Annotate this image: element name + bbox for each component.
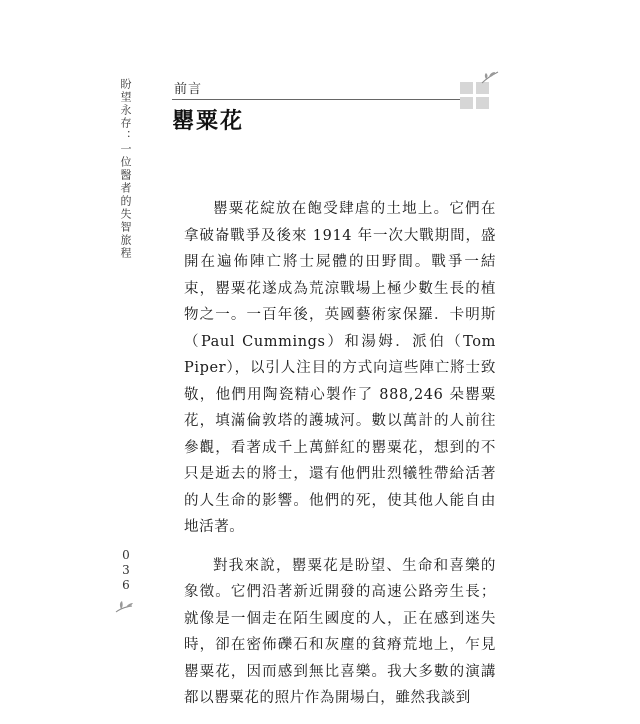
body-text: [184, 196, 496, 724]
running-head: 盼望永存：一位醫者的失智旅程: [119, 78, 132, 260]
leaf-sprig-icon: [113, 598, 135, 614]
paragraph-2: 對我來說，罌粟花是盼望、生命和喜樂的象徵。它們沿著新近開發的高速公路旁生長；就像是一個走在陌生國度的人，正在感到迷失時，卻在密佈礫石和灰塵的貧瘠荒地上，乍見罌粟花，因而感到無比喜樂。我大多數的演講都以罌粟花的照片作為開場白，雖然我談到: [184, 557, 496, 706]
page-number: 036: [119, 548, 133, 593]
section-label: 前言: [174, 82, 203, 97]
chapter-title: 罌粟花: [172, 108, 245, 134]
paragraph-1: 罌粟花綻放在飽受肆虐的土地上。它們在拿破崙戰爭及後來 1914 年一次大戰期間，盛開在遍佈陣亡將士屍體的田野間。戰爭一結束，罌粟花遂成為荒涼戰場上極少數生長的植物之一。一百年後，英國藝術家保羅．卡明斯（Paul Cummings）和湯姆．派伯（Tom Piper），以引人注目的方式向這些陣亡將士致敬，他們用陶瓷精心製作了 888,246 朵罌粟花，填滿倫敦塔的護城河。數以萬計的人前往參觀，看著成千上萬鮮紅的罌粟花，想到的不只是逝去的將士，還有他們壯烈犧牲帶給活著的人生命的影響。他們的死，使其他人能自由地活著。: [184, 201, 496, 535]
leaf-sprig-icon: [480, 70, 500, 84]
decorative-squares-icon: [460, 82, 490, 110]
header-divider: [172, 99, 460, 100]
